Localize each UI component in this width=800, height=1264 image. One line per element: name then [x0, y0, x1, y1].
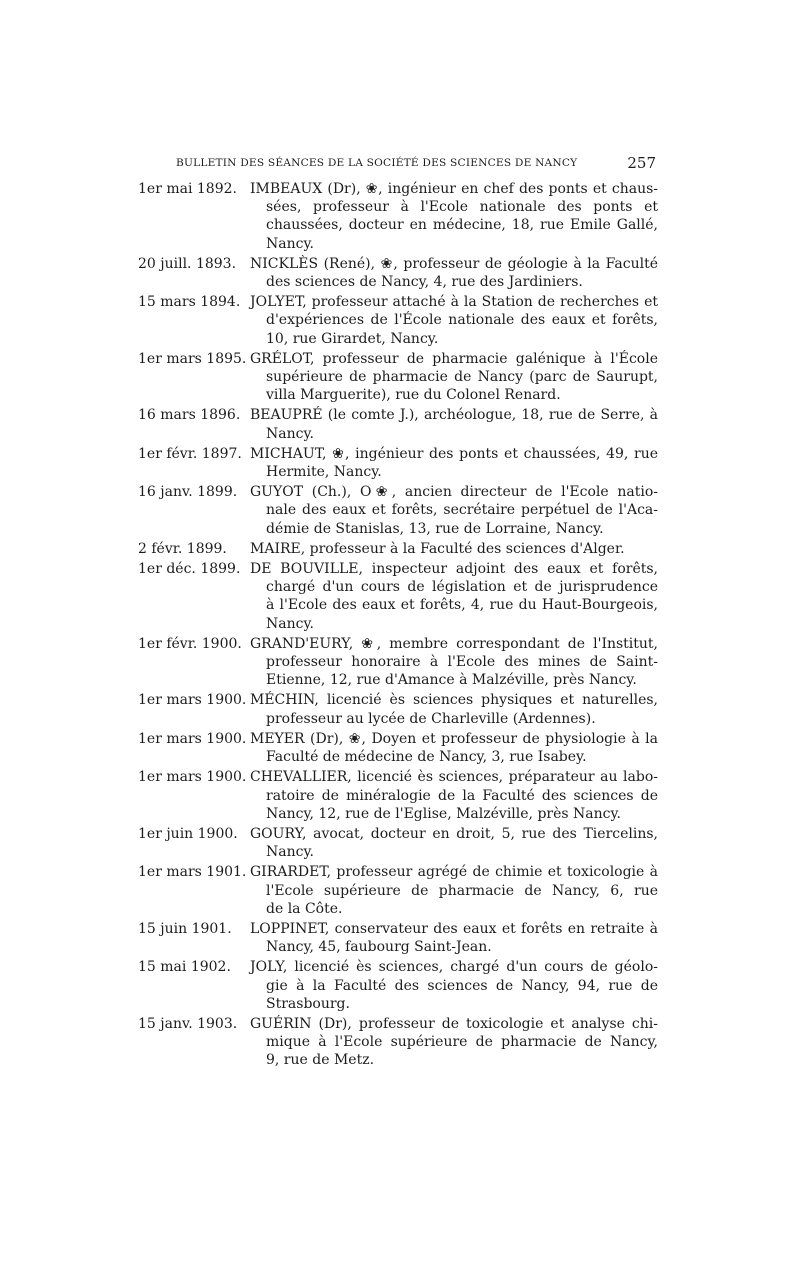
- description-line: 9, rue de Metz.: [266, 1052, 375, 1069]
- description-line: MÉCHIN, licencié ès sciences physiques et naturelles,: [250, 692, 658, 709]
- description-line: Strasbourg.: [266, 995, 350, 1012]
- member-entry: [138, 540, 658, 558]
- admission-date: 1er févr. 1900.: [138, 635, 242, 652]
- member-entry: [138, 1015, 658, 1070]
- member-description: [250, 293, 658, 348]
- admission-date: 1er déc. 1899.: [138, 561, 241, 578]
- description-line: démie de Stanislas, 13, rue de Lorraine, Nancy.: [266, 520, 604, 537]
- member-entry: [138, 293, 658, 348]
- member-description: [250, 560, 658, 633]
- member-entry: [138, 730, 658, 766]
- admission-date: 1er mars 1901.: [138, 864, 247, 881]
- description-line: 10, rue Girardet, Nancy.: [266, 330, 439, 347]
- description-line: BEAUPRÉ (le comte J.), archéologue, 18, rue de Serre, à: [250, 407, 658, 424]
- member-description: [250, 540, 658, 558]
- description-line: IMBEAUX (Dr), ❀, ingénieur en chef des ponts et chaus-: [250, 181, 658, 197]
- admission-date: 1er juin 1900.: [138, 825, 238, 842]
- description-line: nale des eaux et forêts, secrétaire perpétuel de l'Aca-: [266, 502, 658, 519]
- description-line: villa Marguerite), rue du Colonel Renard.: [266, 387, 561, 404]
- admission-date: 20 juill. 1893.: [138, 255, 237, 272]
- member-entry: [138, 635, 658, 690]
- description-line: chargé d'un cours de législation et de jurisprudence: [266, 579, 658, 596]
- description-line: Nancy.: [266, 425, 314, 442]
- member-description: [250, 406, 658, 442]
- member-description: [250, 445, 658, 481]
- member-description: [250, 255, 658, 291]
- description-line: d'expériences de l'École nationale des eaux et forêts,: [266, 312, 658, 329]
- description-line: GRAND'EURY, ❀, membre correspondant de l'Institut,: [250, 635, 658, 652]
- admission-date: 16 mars 1896.: [138, 407, 241, 424]
- description-line: CHEVALLIER, licencié ès sciences, préparateur au labo-: [250, 769, 658, 786]
- description-line: JOLYET, professeur attaché à la Station de recherches et: [250, 294, 658, 311]
- member-description: [250, 180, 658, 253]
- description-line: ratoire de minéralogie de la Faculté des sciences de: [266, 787, 658, 804]
- page-number: 257: [627, 154, 656, 172]
- description-line: Nancy, 45, faubourg Saint-Jean.: [266, 939, 492, 956]
- member-description: [250, 483, 658, 538]
- description-line: mique à l'Ecole supérieure de pharmacie de Nancy,: [266, 1034, 658, 1051]
- admission-date: 15 janv. 1903.: [138, 1015, 238, 1032]
- admission-date: 1er mars 1900.: [138, 769, 247, 786]
- admission-date: 1er mars 1900.: [138, 730, 247, 747]
- description-line: professeur honoraire à l'Ecole des mines de Saint-: [266, 654, 658, 671]
- member-entry: [138, 350, 658, 405]
- member-description: [250, 958, 658, 1013]
- member-description: [250, 691, 658, 727]
- admission-date: 1er mai 1892.: [138, 181, 237, 197]
- running-header: [176, 154, 656, 176]
- description-line: JOLY, licencié ès sciences, chargé d'un cours de géolo-: [250, 959, 658, 976]
- description-line: Nancy.: [266, 615, 314, 632]
- admission-date: 1er mars 1900.: [138, 692, 247, 709]
- description-line: Nancy, 12, rue de l'Eglise, Malzéville, près Nancy.: [266, 805, 621, 822]
- member-description: [250, 1015, 658, 1070]
- member-description: [250, 635, 658, 690]
- description-line: DE BOUVILLE, inspecteur adjoint des eaux et forêts,: [250, 561, 658, 578]
- running-title: BULLETIN DES SÉANCES DE LA SOCIÉTÉ DES SCIENCES DE NANCY: [176, 157, 578, 169]
- member-entry: [138, 768, 658, 823]
- description-line: professeur au lycée de Charleville (Ardennes).: [266, 710, 596, 727]
- description-line: MAIRE, professeur à la Faculté des sciences d'Alger.: [250, 540, 625, 557]
- description-line: LOPPINET, conservateur des eaux et forêts en retraite à: [250, 920, 658, 937]
- description-line: de la Côte.: [266, 900, 343, 917]
- member-entry: [138, 825, 658, 861]
- description-line: sées, professeur à l'Ecole nationale des ponts et: [266, 199, 658, 216]
- member-entry: [138, 920, 658, 956]
- description-line: MEYER (Dr), ❀, Doyen et professeur de physiologie à la: [250, 730, 658, 747]
- description-line: NICKLÈS (René), ❀, professeur de géologie à la Faculté: [250, 255, 658, 272]
- member-description: [250, 768, 658, 823]
- description-line: à l'Ecole des eaux et forêts, 4, rue du Haut-Bourgeois,: [266, 597, 658, 614]
- description-line: MICHAUT, ❀, ingénieur des ponts et chaussées, 49, rue: [250, 445, 658, 462]
- description-line: Nancy.: [266, 235, 314, 252]
- description-line: supérieure de pharmacie de Nancy (parc de Saurupt,: [266, 369, 658, 386]
- member-description: [250, 730, 658, 766]
- description-line: Etienne, 12, rue d'Amance à Malzéville, près Nancy.: [266, 672, 637, 689]
- member-list: [138, 180, 658, 1072]
- description-line: des sciences de Nancy, 4, rue des Jardiniers.: [266, 274, 583, 291]
- member-description: [250, 825, 658, 861]
- member-entry: [138, 445, 658, 481]
- member-entry: [138, 483, 658, 538]
- description-line: GUÉRIN (Dr), professeur de toxicologie et analyse chi-: [250, 1015, 658, 1032]
- description-line: l'Ecole supérieure de pharmacie de Nancy, 6, rue: [266, 882, 658, 899]
- member-entry: [138, 180, 658, 253]
- member-entry: [138, 958, 658, 1013]
- description-line: GUYOT (Ch.), O❀, ancien directeur de l'Ecole natio-: [250, 484, 658, 501]
- description-line: Nancy.: [266, 844, 314, 861]
- admission-date: 16 janv. 1899.: [138, 484, 238, 501]
- member-entry: [138, 560, 658, 633]
- admission-date: 15 juin 1901.: [138, 920, 232, 937]
- member-entry: [138, 691, 658, 727]
- member-entry: [138, 255, 658, 291]
- description-line: gie à la Faculté des sciences de Nancy, 94, rue de: [266, 977, 658, 994]
- description-line: Hermite, Nancy.: [266, 464, 382, 481]
- admission-date: 15 mai 1902.: [138, 959, 231, 976]
- member-description: [250, 920, 658, 956]
- description-line: Faculté de médecine de Nancy, 3, rue Isabey.: [266, 749, 587, 766]
- description-line: GIRARDET, professeur agrégé de chimie et toxicologie à: [250, 864, 658, 881]
- member-entry: [138, 863, 658, 918]
- member-entry: [138, 406, 658, 442]
- member-description: [250, 863, 658, 918]
- admission-date: 1er févr. 1897.: [138, 445, 242, 462]
- description-line: GOURY, avocat, docteur en droit, 5, rue des Tiercelins,: [250, 825, 658, 842]
- admission-date: 2 févr. 1899.: [138, 540, 227, 557]
- description-line: chaussées, docteur en médecine, 18, rue Emile Gallé,: [266, 217, 658, 234]
- admission-date: 15 mars 1894.: [138, 294, 241, 311]
- admission-date: 1er mars 1895.: [138, 350, 247, 367]
- description-line: GRÉLOT, professeur de pharmacie galénique à l'École: [250, 350, 658, 367]
- member-description: [250, 350, 658, 405]
